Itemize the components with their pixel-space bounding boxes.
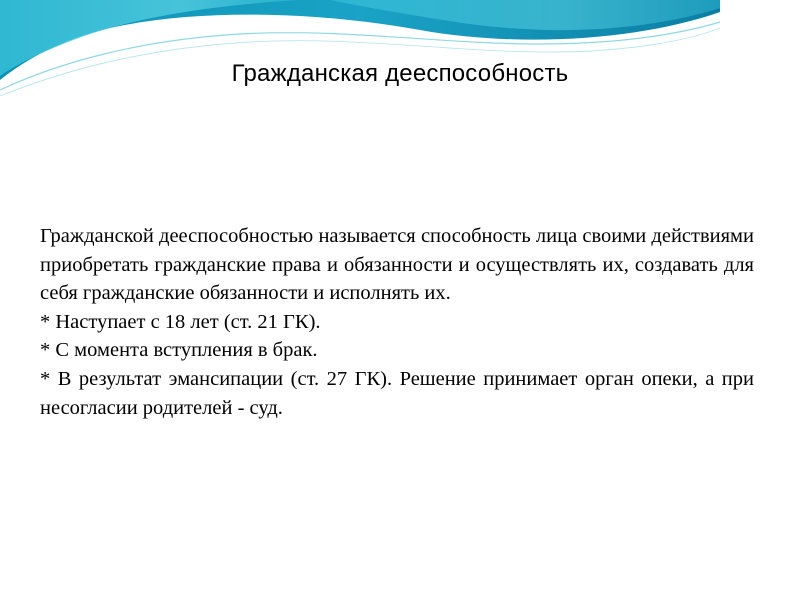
slide-title: Гражданская дееспособность	[231, 60, 569, 87]
slide-body	[40, 222, 754, 422]
header-wave-decoration	[0, 0, 794, 110]
bullet-emancipation: * В результат эмансипации (ст. 27 ГК). Решение принимает орган опеки, а при несогласии родителей - суд.	[40, 367, 754, 419]
bullet-marriage: * С момента вступления в брак.	[40, 339, 318, 362]
bullet-age: * Наступает с 18 лет (ст. 21 ГК).	[40, 310, 321, 333]
definition-paragraph: Гражданской дееспособностью называется способность лица своими действиями приобретать гражданские права и обязанности и осуществлять их, создавать для себя гражданские обязанности и исполнять их.	[40, 225, 754, 305]
